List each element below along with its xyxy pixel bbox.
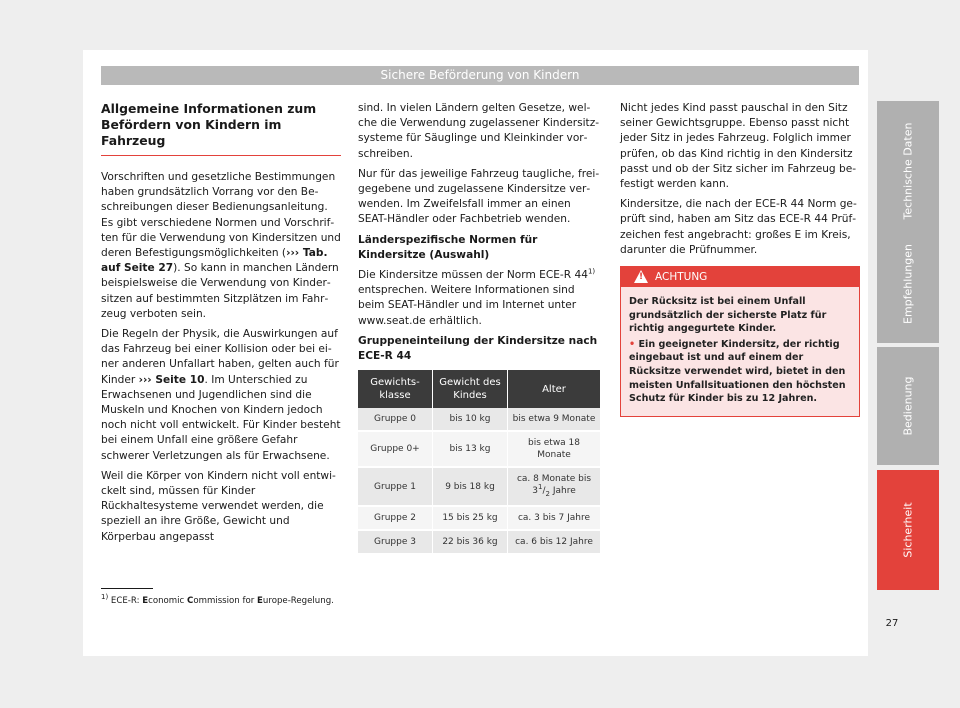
table-cell: Gruppe 1 <box>358 467 433 506</box>
side-tab-label: Empfehlungen <box>901 244 915 324</box>
text: . Im Unterschied zu Erwachsenen und Jugendlichen sind die Muskeln und Knochen von Kindern jedoch noch nicht voll entwickelt. Für Kinder besteht bei einem Unfall eine größere Gefahr schwerer Verletzungen als für Erwachsene. <box>101 373 341 462</box>
text: Jahre <box>549 486 576 497</box>
text: ECE-R: <box>108 596 143 606</box>
text: entsprechen. Weitere Informationen sind beim SEAT-Händler und im Internet unter www.seat.de erhältlich. <box>358 284 577 327</box>
column-3 <box>620 101 860 417</box>
warning-body <box>621 287 859 416</box>
table-row <box>358 530 601 554</box>
table-header-cell: Gewicht des Kindes <box>433 370 508 408</box>
page-reference-link[interactable]: ››› Seite 10 <box>138 373 205 386</box>
text: Vorschriften und gesetzliche Bestimmungen haben grundsätzlich Vorrang vor den Beschreibungen dieser Bedienungsanleitung. Es gibt verschiedene Normen und Vorschriften für die Verwendung von Kindersitzen und deren Befestigungsmöglichkeiten ( <box>101 171 341 260</box>
warning-text-1: Der Rücksitz ist bei einem Unfall grundsätzlich der sicherste Platz für richtig angegurtete Kinder. <box>629 296 827 335</box>
side-tab-label: Sicherheit <box>901 502 915 558</box>
child-seat-groups-table <box>358 370 601 555</box>
subheading-norms: Länderspezifische Normen für Kindersitze (Auswahl) <box>358 233 538 261</box>
warning-triangle-icon <box>634 270 648 283</box>
table-cell: bis 13 kg <box>433 431 508 467</box>
table-cell: ca. 3 bis 7 Jahre <box>508 506 601 530</box>
footnote-marker[interactable]: 1) <box>587 267 596 276</box>
table-row <box>358 467 601 506</box>
paragraph-5: Nur für das jeweilige Fahrzeug taugliche, freigegebene und zugelassene Kindersitze verwenden. Im Zweifelsfall immer an einen SEAT-Händler oder Fachbetrieb wenden. <box>358 167 600 226</box>
text: ). So kann in manchen Ländern beispielsweise die Verwendung von Kindersitzen auf bestimmten Sitzplätzen im Fahrzeug verboten sein. <box>101 262 339 320</box>
text: Die Regeln der Physik, die Auswirkungen auf das Fahrzeug bei einer Kollision oder bei einer anderen Unfallart haben, gelten auch für Kinder <box>101 328 339 386</box>
text: conomic <box>148 596 187 606</box>
footnote-number: 1) <box>101 593 109 602</box>
paragraph-4: sind. In vielen Ländern gelten Gesetze, welche die Verwendung zugelassener Kindersitzsysteme für Säuglinge und Kleinkinder vorschreiben. <box>358 102 600 160</box>
side-tab-label: Bedienung <box>901 376 915 436</box>
side-tab-recommendations[interactable] <box>877 225 939 343</box>
fraction-denominator: 2 <box>545 490 550 499</box>
table-cell: 22 bis 36 kg <box>433 530 508 554</box>
footnote <box>101 595 341 607</box>
table-reference-link[interactable]: ››› Tab. auf Seite 27 <box>101 247 328 275</box>
chapter-header: Sichere Beförderung von Kindern <box>101 66 859 85</box>
page-number: 27 <box>885 618 899 629</box>
table-header-cell: Alter <box>508 370 601 408</box>
column-2 <box>358 101 601 555</box>
table-cell: Gruppe 0 <box>358 408 433 431</box>
table-cell: Gruppe 2 <box>358 506 433 530</box>
table-cell: bis etwa 18 Monate <box>508 431 601 467</box>
table-row <box>358 506 601 530</box>
warning-title: ACHTUNG <box>655 271 708 284</box>
table-header-row <box>358 370 601 408</box>
table-cell: 9 bis 18 kg <box>433 467 508 506</box>
table-cell: 15 bis 25 kg <box>433 506 508 530</box>
side-tab-operation[interactable] <box>877 347 939 465</box>
table-header-cell: Gewichtsklasse <box>358 370 433 408</box>
text: C <box>187 596 194 606</box>
paragraph-3: Weil die Körper von Kindern nicht voll entwickelt sind, müssen für Kinder Rückhaltesysteme verwendet werden, die speziell an ihre Größe, Gewicht und Körperbau angepasst <box>101 469 336 543</box>
text: ca. 8 Monate bis 3 <box>516 474 592 497</box>
subheading-groups: Gruppeneinteilung der Kindersitze nach ECE-R 44 <box>358 334 598 363</box>
table-cell: Gruppe 3 <box>358 530 433 554</box>
text: ommission for <box>193 596 258 606</box>
text: E <box>142 596 149 606</box>
text: urope-Regelung. <box>262 596 334 606</box>
paragraph-6 <box>358 268 601 329</box>
side-tab-safety[interactable] <box>877 470 939 590</box>
table-row <box>358 408 601 431</box>
table-cell: ca. 6 bis 12 Jahre <box>508 530 601 554</box>
paragraph-2 <box>101 327 341 464</box>
paragraph-8: Kindersitze, die nach der ECE-R 44 Norm geprüft sind, haben am Sitz das ECE-R 44 Prüfzeichen fest angebracht: großes E im Kreis, darunter die Prüfnummer. <box>620 198 857 256</box>
table-cell: bis etwa 9 Monate <box>508 408 601 431</box>
table-cell: bis 10 kg <box>433 408 508 431</box>
column-1 <box>101 101 341 550</box>
paragraph-7: Nicht jedes Kind passt pauschal in den Sitz seiner Gewichtsgruppe. Ebenso passt nicht jeder Sitz in jedes Fahrzeug. Folglich immer prüfen, ob das Kind richtig in den Kindersitz passt und ob der Sitz sicher im Fahrzeug befestigt werden kann. <box>620 102 857 191</box>
table-row <box>358 431 601 467</box>
section-title: Allgemeine Informationen zum Befördern von Kindern im Fahrzeug <box>101 101 341 156</box>
fraction-numerator: 1 <box>537 483 543 492</box>
side-tab-technical-data[interactable] <box>877 101 939 241</box>
table-cell: ca. 8 Monate bis $3^1/_2$ Jahre <box>508 467 601 506</box>
bullet-icon: • <box>629 338 636 350</box>
warning-box <box>620 266 860 417</box>
warning-text-2 <box>629 338 851 406</box>
footnote-divider <box>101 588 153 589</box>
text: Ein geeigneter Kindersitz, der richtig eingebaut ist und auf einem der Rücksitze verwendet wird, bietet in den meisten Unfallsituationen den höchsten Schutz für Kinder bis zu 12 Jahren. <box>629 338 846 405</box>
table-cell: Gruppe 0+ <box>358 431 433 467</box>
warning-header <box>621 267 859 287</box>
paragraph-1 <box>101 170 341 322</box>
side-tab-label: Technische Daten <box>901 122 915 220</box>
text: Die Kindersitze müssen der Norm ECE-R 44 <box>358 269 588 282</box>
text: E <box>257 596 263 606</box>
